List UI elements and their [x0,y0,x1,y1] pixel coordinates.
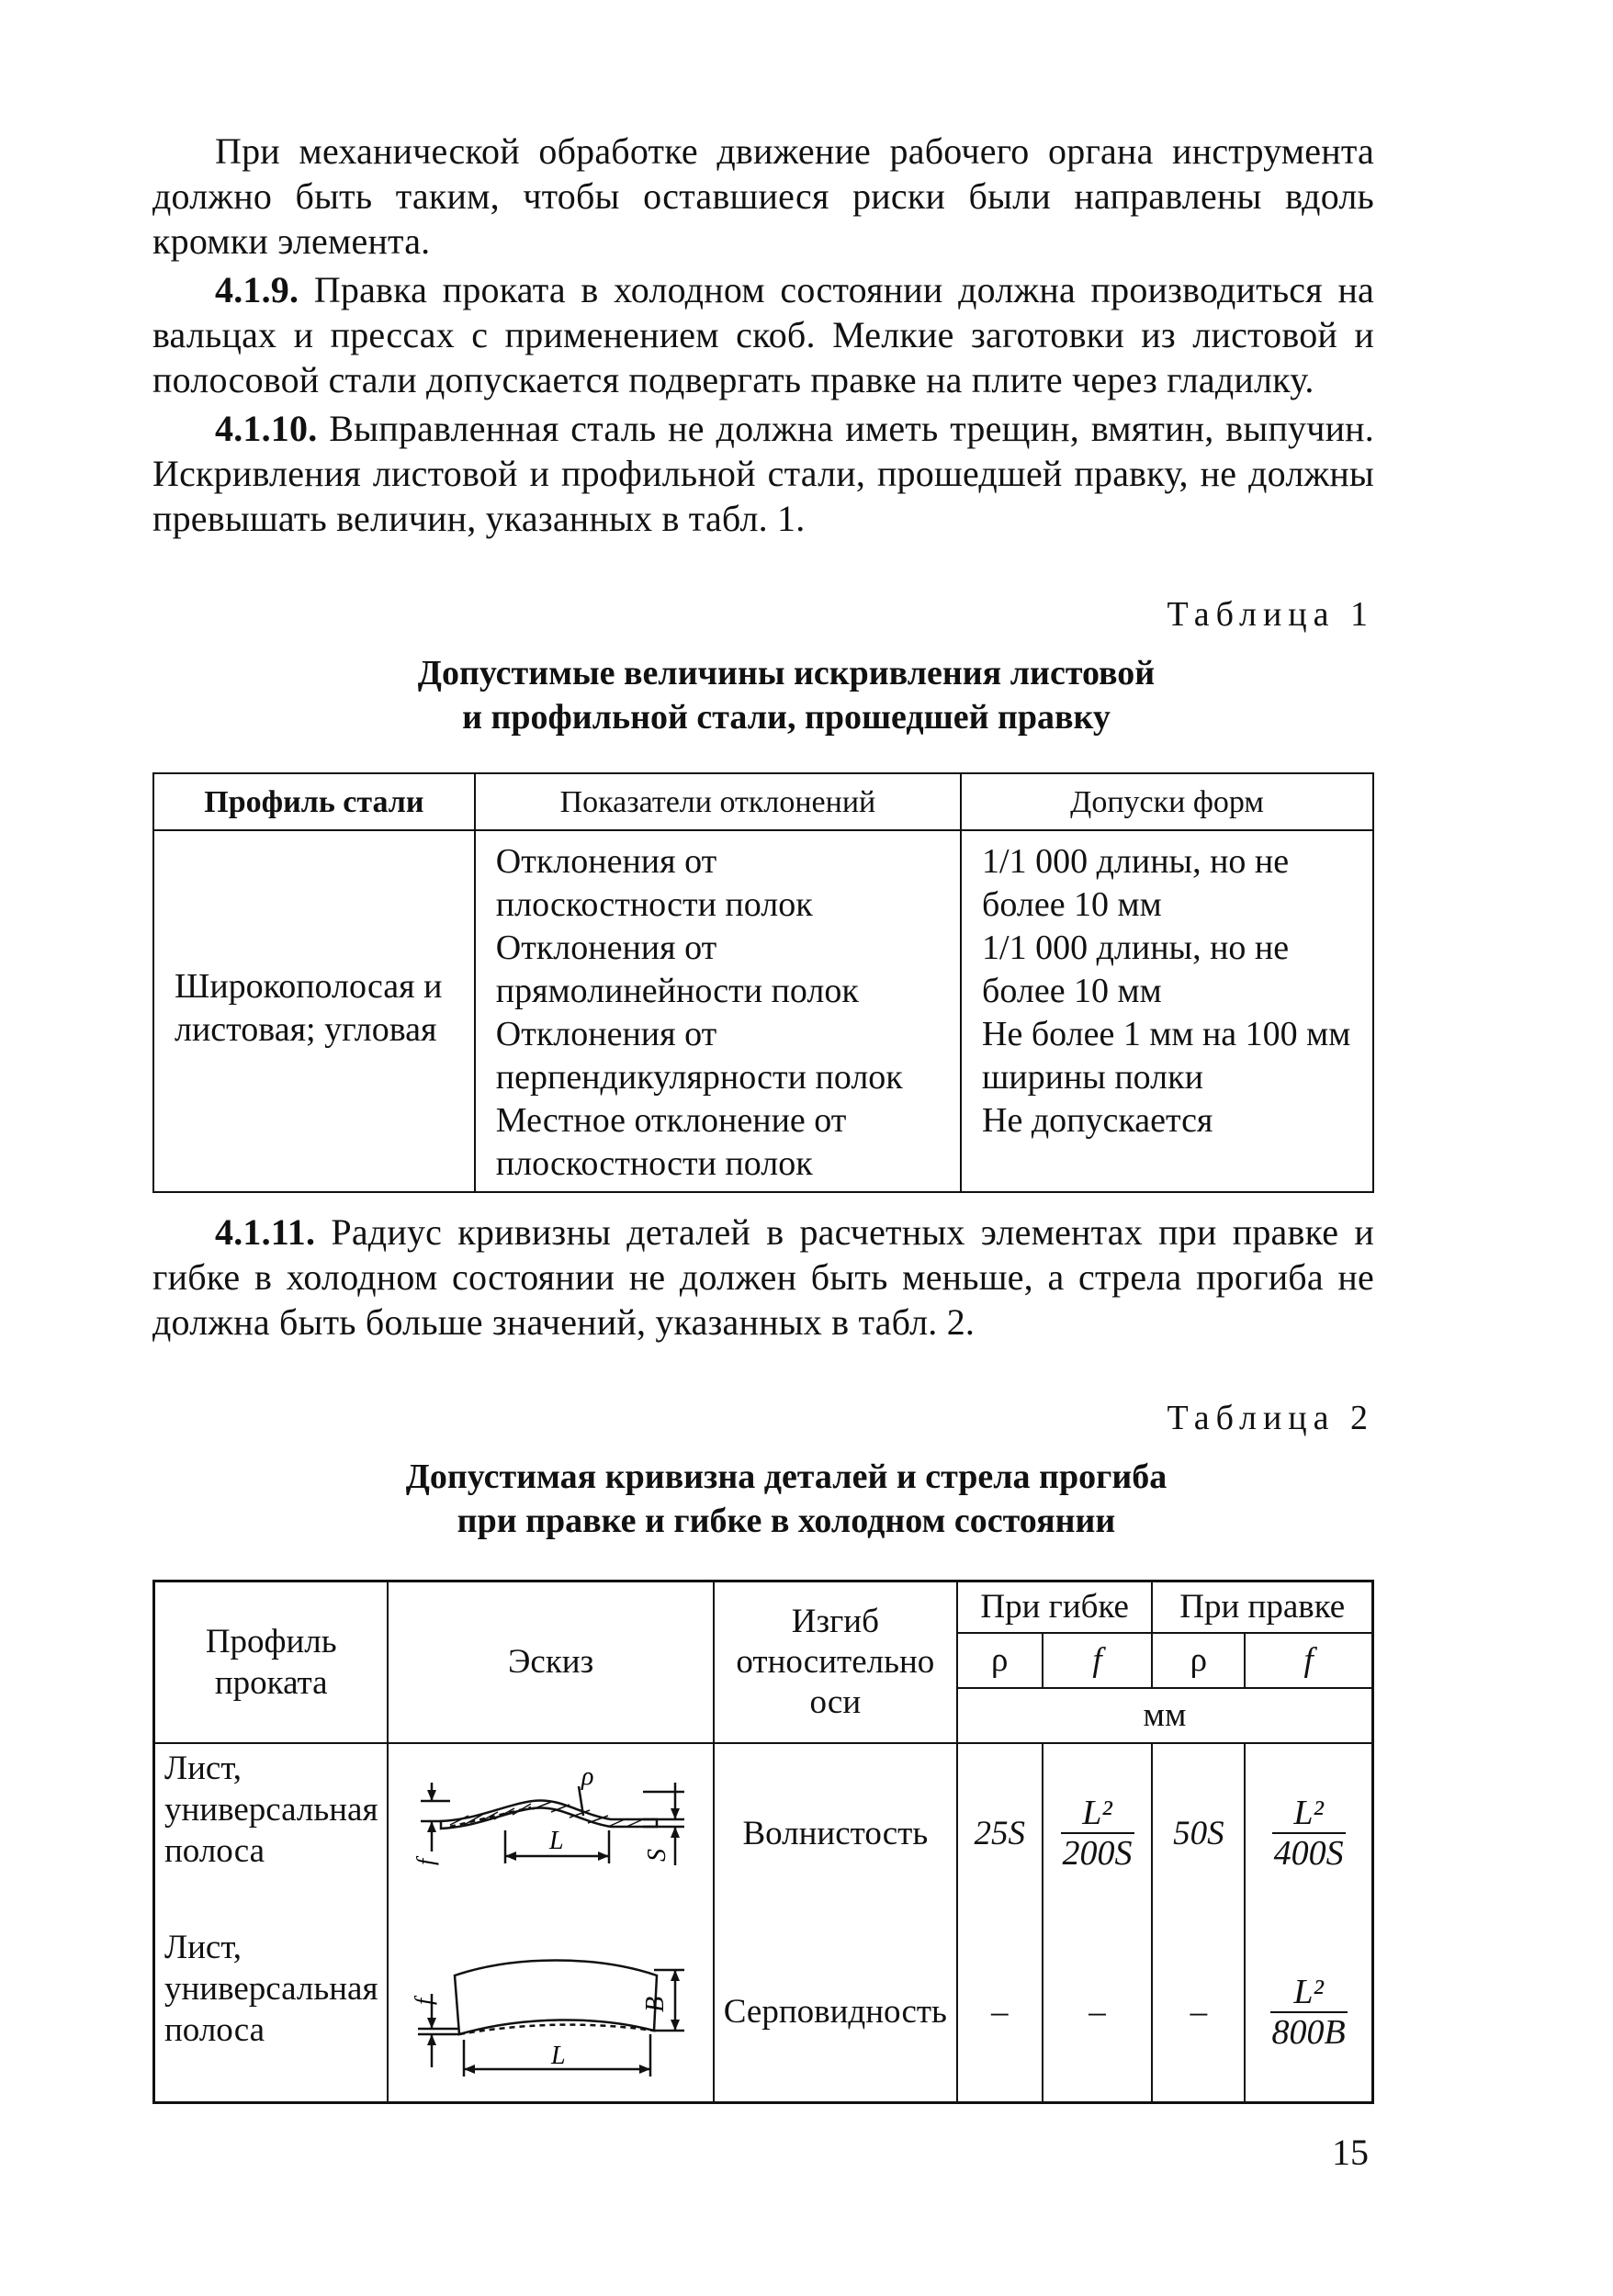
paragraph-4-1-11 [152,1210,1374,1345]
table2-header-rho: ρ [1152,1633,1245,1688]
table1-header-profile: Профиль стали [153,773,475,830]
table2-header-f: f [1043,1633,1153,1688]
table2 [152,1580,1374,2104]
page-content [152,129,1374,2104]
fraction-numerator: L² [1270,1973,1348,2013]
table1-tolerance: Не допускается [982,1101,1213,1140]
table1-indicator: Отклонения от плоскостности полок [495,842,813,924]
table2-sketch-cell [388,1923,713,2103]
table2-header-f: f [1245,1633,1372,1688]
table1-tolerance: 1/1 000 длины, но не более 10 мм [982,842,1290,924]
waviness-sketch [413,1764,689,1902]
paragraph-4-1-9 [152,267,1374,402]
table1-header-indicators: Показатели отклонений [475,773,961,830]
table1-header-row [153,773,1373,830]
paragraph-machining: При механической обработке движение рабочего органа инструмента должно быть таким, чтобы оставшиеся риски были направлены вдоль кромки элемента. [152,130,1374,262]
fraction [1272,1794,1346,1873]
table2-header-bend-axis: Изгиб относительно оси [714,1581,957,1743]
table1-title [152,651,1374,739]
table2-title-line2: при правке и гибке в холодном состоянии [457,1502,1116,1540]
clause-number: 4.1.10. [215,408,318,449]
sketch-label-B: B [640,1996,670,2012]
table2-straight-f-cell [1245,1743,1372,1923]
table2-header-row [154,1581,1373,1633]
table2-straight-rho-cell: 50S [1152,1743,1245,1923]
table2-bend-rho-cell: – [957,1923,1043,2103]
table1-profile-cell: Широкополосая и листовая; угловая [153,830,475,1192]
table2-profile-cell: Лист, универсальная полоса [154,1743,389,1923]
sketch-label-L: L [550,2041,566,2070]
clause-number: 4.1.9. [215,269,299,310]
fraction-numerator: L² [1272,1794,1346,1834]
sketch-label-L: L [548,1827,564,1855]
table2-label: Таблица 2 [1167,1399,1374,1437]
sketch-label-f: f [410,1998,437,2005]
table2-bend-rho-cell: 25S [957,1743,1043,1923]
table2-sketch-cell [388,1743,713,1923]
clause-text: Правка проката в холодном состоянии должна производиться на вальцах и прессах с применением скоб. Мелкие заготовки из листовой и полосовой стали допускается подвергать правке на плите через гладилку. [152,269,1374,400]
table2-bend-f-cell [1043,1743,1153,1923]
table1-indicators-cell [475,830,961,1192]
table2-title [152,1455,1374,1543]
fraction-denominator: 800B [1271,2012,1346,2052]
clause-text: Радиус кривизны деталей в расчетных элементах при правке и гибке в холодном состоянии не должен быть меньше, а стрела прогиба не должна быть больше значений, указанных в табл. 2. [152,1211,1374,1343]
table1-title-line1: Допустимые величины искривления листовой [417,654,1156,692]
table1-indicator: Отклонения от прямолинейности полок [495,929,859,1010]
table1 [152,772,1374,1193]
table2-header-sketch: Эскиз [388,1581,713,1743]
table1-tolerances-cell [961,830,1373,1192]
fraction-denominator: 400S [1273,1834,1344,1873]
table2-bend-f-cell: – [1043,1923,1153,2103]
table1-tolerance: 1/1 000 длины, но не более 10 мм [982,929,1290,1010]
table2-profile-cell: Лист, универсальная полоса [154,1923,389,2103]
table1-tolerance: Не более 1 мм на 100 мм ширины полки [982,1015,1351,1097]
sketch-label-f: f [412,1858,439,1865]
camber-sketch [410,1939,689,2086]
table2-straight-f-cell [1245,1923,1372,2103]
fraction [1270,1973,1348,2052]
table2-header-rho: ρ [957,1633,1043,1688]
table2-row [154,1743,1373,1923]
table2-row [154,1923,1373,2103]
fraction-numerator: L² [1061,1794,1134,1834]
clause-text: Выправленная сталь не должна иметь трещин, вмятин, выпучин. Искривления листовой и профильной стали, прошедшей правку, не должны превышать величин, указанных в табл. 1. [152,408,1374,539]
fraction-denominator: 200S [1062,1834,1133,1873]
sketch-label-rho: ρ [581,1762,594,1791]
table2-header-straightening: При правке [1152,1581,1372,1633]
table2-bend-axis-cell: Серповидность [714,1923,957,2103]
table2-title-line1: Допустимая кривизна деталей и стрела прогиба [405,1458,1167,1496]
table1-indicator: Местное отклонение от плоскостности полок [495,1101,847,1183]
paragraph-4-1-10 [152,406,1374,541]
table2-header-bending: При гибке [957,1581,1153,1633]
table2-bend-axis-cell: Волнистость [714,1743,957,1923]
page-number: 15 [1332,2132,1369,2173]
fraction [1061,1794,1134,1873]
clause-number: 4.1.11. [215,1211,316,1253]
table1-indicator: Отклонения от перпендикулярности полок [495,1015,903,1097]
table1-label: Таблица 1 [1167,595,1374,634]
table1-header-tolerances: Допуски форм [961,773,1373,830]
table1-row [153,830,1373,1192]
table2-header-profile: Профиль проката [154,1581,389,1743]
sketch-label-S: S [642,1849,671,1862]
table2-header-unit: мм [957,1688,1373,1743]
table2-straight-rho-cell: – [1152,1923,1245,2103]
table1-title-line2: и профильной стали, прошедшей правку [462,698,1111,737]
